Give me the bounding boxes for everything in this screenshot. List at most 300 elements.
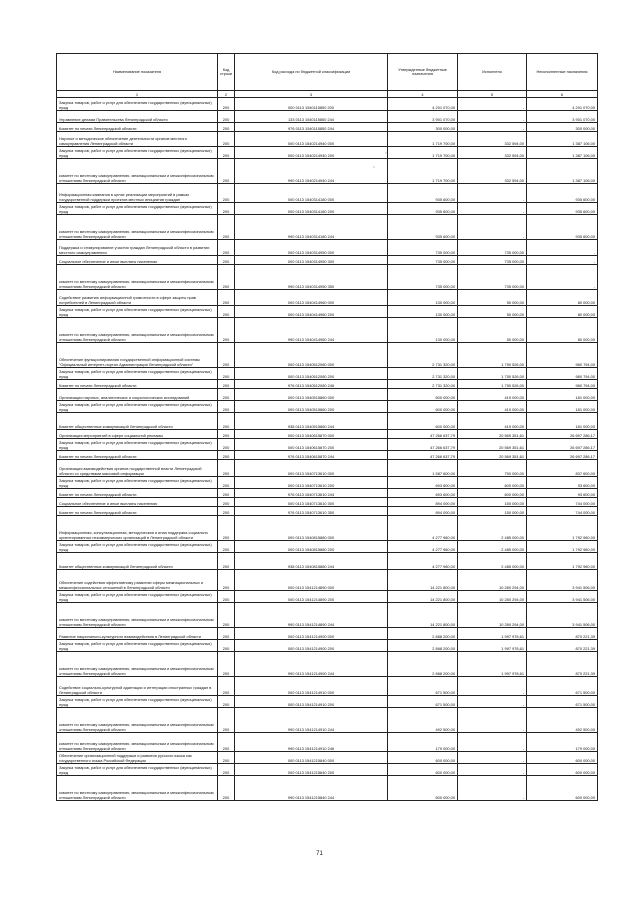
cell-classification-code: 000 0113 1540512080 000 (235, 343, 388, 368)
cell-classification-code: 000 0113 1540512080 200 (235, 368, 388, 380)
cell-indicator-name: комитет по местному самоуправлению, межнациональным и межконфессиональным отношениям Ленинградской области (57, 776, 218, 801)
cell-executed: 50 000,00 (458, 306, 527, 318)
cell-remaining: 980 794,00 (527, 343, 598, 368)
header-col-number: 6 (527, 91, 598, 98)
cell-executed: 10 280 294,00 (458, 603, 527, 628)
table-row (57, 628, 598, 640)
cell-remaining: 492 500,00 (527, 708, 598, 733)
cell-executed: 600 000,00 (458, 489, 527, 498)
cell-indicator-name: комитет по местному самоуправлению, межнациональным и межконфессиональным отношениям Ленинградской области (57, 708, 218, 733)
cell-approved: 735 000,00 (388, 256, 458, 265)
cell-remaining: 80 000,00 (527, 318, 598, 343)
cell-remaining: 980 794,00 (527, 380, 598, 389)
cell-executed: 1 750 526,00 (458, 343, 527, 368)
cell-approved: 130 000,00 (388, 306, 458, 318)
cell-remaining: 181 000,00 (527, 389, 598, 401)
cell-remaining: 1 387 106,00 (527, 147, 598, 159)
cell-remaining: 181 000,00 (527, 401, 598, 413)
cell-approved: 4 277 960,00 (388, 516, 458, 541)
cell-approved: 735 000,00 (388, 240, 458, 256)
cell-remaining: 3 941 506,00 (527, 570, 598, 591)
table-row (57, 265, 598, 290)
cell-indicator-name: Содействие развитию информационной грамотности в сфере защиты прав потребителей в Ленинградской области (57, 290, 218, 306)
cell-approved: 600 000,00 (388, 764, 458, 776)
cell-indicator-name: комитет по местному самоуправлению, межнациональным и межконфессиональным отношениям Ленинградской области (57, 733, 218, 752)
cell-classification-code: 000 0113 1540314180 000 (235, 184, 388, 203)
cell-executed: 20 569 351,61 (458, 451, 527, 460)
cell-classification-code: 938 0113 1540815880 244 (235, 553, 388, 570)
cell-indicator-name: Закупка товаров, работ и услуг для обеспечения государственных (муниципальных) нужд (57, 477, 218, 489)
cell-remaining: 980 794,00 (527, 368, 598, 380)
cell-indicator-name: Социальное обеспечение и иные выплаты населению (57, 256, 218, 265)
table-row (57, 184, 598, 203)
budget-execution-table (56, 53, 598, 801)
cell-approved: 492 500,00 (388, 708, 458, 733)
cell-remaining: 600 000,00 (527, 752, 598, 764)
cell-executed: 1 750 526,00 (458, 380, 527, 389)
cell-approved: 935 600,00 (388, 203, 458, 215)
cell-remaining: 26 697 286,17 (527, 430, 598, 439)
cell-remaining: 671 500,00 (527, 696, 598, 708)
table-row (57, 380, 598, 389)
cell-classification-code: 000 0113 1540713610 200 (235, 477, 388, 489)
cell-remaining: 93 600,00 (527, 477, 598, 489)
cell-executed: 419 000,00 (458, 389, 527, 401)
cell-approved: 1 587 600,00 (388, 460, 458, 477)
cell-approved: 4 277 960,00 (388, 553, 458, 570)
cell-approved: 693 600,00 (388, 477, 458, 489)
cell-classification-code: 000 0113 1540314950 000 (235, 240, 388, 256)
cell-executed: 150 000,00 (458, 498, 527, 507)
table-row (57, 603, 598, 628)
cell-line-code: 200 (218, 380, 235, 389)
cell-approved: 894 000,00 (388, 507, 458, 516)
cell-indicator-name: Поддержка и стимулирование участия граждан Ленинградской области в развитии местного самоуправления (57, 240, 218, 256)
cell-classification-code: 000 0113 1541214910 000 (235, 677, 388, 696)
cell-line-code: 200 (218, 677, 235, 696)
cell-approved: 935 600,00 (388, 215, 458, 240)
cell-line-code: 200 (218, 132, 235, 147)
cell-indicator-name: Закупка товаров, работ и услуг для обеспечения государственных (муниципальных) нужд (57, 98, 218, 111)
table-row (57, 696, 598, 708)
cell-remaining: 26 697 286,17 (527, 439, 598, 451)
table-row (57, 430, 598, 439)
cell-executed: 20 569 351,61 (458, 430, 527, 439)
cell-remaining: 744 000,00 (527, 498, 598, 507)
cell-classification-code: 990 0113 1540414960 244 (235, 318, 388, 343)
cell-executed: 1 750 526,00 (458, 368, 527, 380)
cell-indicator-name: Информационная, консультационная, методическая и иная поддержка социально ориентированных некоммерческих организаций в Ленинградской области (57, 516, 218, 541)
table-row (57, 553, 598, 570)
cell-executed: - (458, 696, 527, 708)
cell-executed: - (458, 111, 527, 123)
cell-approved: 1 719 700,00 (388, 147, 458, 159)
cell-indicator-name: Обеспечение организационной поддержки и развития русского языка как государственного языка Российской Федерации (57, 752, 218, 764)
cell-classification-code: 000 0113 1541215840 200 (235, 764, 388, 776)
cell-line-code: 200 (218, 553, 235, 570)
cell-line-code: 200 (218, 318, 235, 343)
cell-line-code: 200 (218, 265, 235, 290)
table-row (57, 368, 598, 380)
cell-classification-code: 976 0113 1540512080 246 (235, 380, 388, 389)
cell-executed: 332 594,00 (458, 159, 527, 184)
cell-remaining: 870 221,39 (527, 628, 598, 640)
cell-remaining: 870 221,39 (527, 652, 598, 677)
cell-classification-code: 000 0113 1540615870 200 (235, 439, 388, 451)
cell-executed: 2 485 000,00 (458, 541, 527, 553)
table-row (57, 401, 598, 413)
cell-line-code: 200 (218, 215, 235, 240)
header-col-number: 3 (235, 91, 388, 98)
cell-approved: 671 500,00 (388, 696, 458, 708)
table-row (57, 132, 598, 147)
cell-line-code: 200 (218, 652, 235, 677)
cell-executed: 1 997 978,61 (458, 652, 527, 677)
cell-executed: - (458, 123, 527, 132)
table-header (57, 54, 598, 98)
cell-remaining: 80 000,00 (527, 290, 598, 306)
cell-indicator-name: Комитет общественных коммуникаций Ленинградской области (57, 553, 218, 570)
cell-line-code: 200 (218, 111, 235, 123)
cell-remaining: 1 792 960,00 (527, 541, 598, 553)
cell-remaining: 744 000,00 (527, 507, 598, 516)
cell-indicator-name: комитет по местному самоуправлению, межнациональным и межконфессиональным отношениям Ленинградской области (57, 652, 218, 677)
cell-classification-code: 000 0113 1540414960 000 (235, 290, 388, 306)
cell-remaining: 935 600,00 (527, 203, 598, 215)
cell-indicator-name: Закупка товаров, работ и услуг для обеспечения государственных (муниципальных) нужд (57, 306, 218, 318)
cell-executed: 10 280 294,00 (458, 570, 527, 591)
table-row (57, 290, 598, 306)
cell-classification-code: 990 0113 1541214890 244 (235, 603, 388, 628)
cell-approved: 2 868 200,00 (388, 652, 458, 677)
table-row (57, 516, 598, 541)
cell-indicator-name: комитет по местному самоуправлению, межнациональным и межконфессиональным отношениям Ленинградской области (57, 159, 218, 184)
cell-executed: - (458, 215, 527, 240)
cell-approved: 2 731 320,00 (388, 380, 458, 389)
header-col-number: 1 (57, 91, 218, 98)
table-row (57, 240, 598, 256)
cell-indicator-name: Комитет по печати Ленинградской области (57, 123, 218, 132)
cell-approved: 600 000,00 (388, 776, 458, 801)
table-row (57, 413, 598, 430)
cell-remaining: - (527, 265, 598, 290)
cell-remaining: 93 600,00 (527, 489, 598, 498)
table-row (57, 306, 598, 318)
cell-classification-code: 000 0113 1540214940 000 (235, 132, 388, 147)
cell-executed: - (458, 203, 527, 215)
cell-line-code: 200 (218, 507, 235, 516)
cell-indicator-name: Закупка товаров, работ и услуг для обеспечения государственных (муниципальных) нужд (57, 696, 218, 708)
cell-indicator-name: комитет по местному самоуправлению, межнациональным и межконфессиональным отношениям Ленинградской области (57, 215, 218, 240)
cell-indicator-name: комитет по местному самоуправлению, межнациональным и межконфессиональным отношениям Ленинградской области (57, 603, 218, 628)
cell-indicator-name: Организация взаимодействия органов государственной власти Ленинградской области со средствами массовой информации (57, 460, 218, 477)
cell-line-code: 200 (218, 460, 235, 477)
cell-approved: 600 000,00 (388, 413, 458, 430)
cell-classification-code: 000 0113 1541214910 200 (235, 696, 388, 708)
cell-indicator-name: Комитет по печати Ленинградской области (57, 451, 218, 460)
cell-classification-code: 000 0113 1540815880 200 (235, 541, 388, 553)
cell-remaining: 300 000,00 (527, 123, 598, 132)
cell-executed: 332 594,00 (458, 147, 527, 159)
cell-line-code: 200 (218, 752, 235, 764)
table-row (57, 708, 598, 733)
table-row (57, 318, 598, 343)
cell-indicator-name: комитет по местному самоуправлению, межнациональным и межконфессиональным отношениям Ленинградской области (57, 318, 218, 343)
cell-line-code: 200 (218, 147, 235, 159)
cell-approved: 1 719 700,00 (388, 159, 458, 184)
cell-executed: - (458, 752, 527, 764)
cell-classification-code: 000 0113 1540713610 300 (235, 498, 388, 507)
cell-remaining: - (527, 256, 598, 265)
cell-remaining: 600 000,00 (527, 776, 598, 801)
cell-classification-code: 000 0113 1540713610 000 (235, 460, 388, 477)
cell-indicator-name: Управление делами Правительства Ленинградской области (57, 111, 218, 123)
table-row (57, 733, 598, 752)
cell-executed: 2 485 000,00 (458, 516, 527, 541)
cell-classification-code: 938 0113 1540515860 244 (235, 413, 388, 430)
table-row (57, 389, 598, 401)
cell-classification-code: 000 0113 1540515860 000 (235, 389, 388, 401)
cell-line-code: 200 (218, 439, 235, 451)
cell-approved: 130 000,00 (388, 290, 458, 306)
cell-classification-code: 990 0113 1541215840 244 (235, 776, 388, 801)
cell-classification-code: 000 0113 1540414960 200 (235, 306, 388, 318)
cell-executed: 735 000,00 (458, 256, 527, 265)
cell-approved: 300 000,00 (388, 123, 458, 132)
cell-line-code: 200 (218, 570, 235, 591)
cell-indicator-name: Закупка товаров, работ и услуг для обеспечения государственных (муниципальных) нужд (57, 147, 218, 159)
cell-classification-code: 000 0113 1540314950 300 (235, 256, 388, 265)
cell-line-code: 200 (218, 708, 235, 733)
cell-approved: 179 000,00 (388, 733, 458, 752)
cell-approved: 600 000,00 (388, 401, 458, 413)
cell-line-code: 200 (218, 98, 235, 111)
cell-indicator-name: Обеспечение содействия эффективному развитию сферы межнациональных и межконфессиональных отношений в Ленинградской области (57, 570, 218, 591)
header-approved: Утвержденные бюджетные назначения (388, 54, 458, 91)
cell-classification-code: 976 0113 1540615870 244 (235, 451, 388, 460)
cell-approved: 600 000,00 (388, 389, 458, 401)
cell-remaining: 3 901 070,00 (527, 111, 598, 123)
cell-line-code: 200 (218, 159, 235, 184)
table-row (57, 477, 598, 489)
cell-indicator-name: Закупка товаров, работ и услуг для обеспечения государственных (муниципальных) нужд (57, 368, 218, 380)
cell-executed: - (458, 764, 527, 776)
cell-indicator-name: Закупка товаров, работ и услуг для обеспечения государственных (муниципальных) нужд (57, 640, 218, 652)
cell-line-code: 200 (218, 368, 235, 380)
cell-classification-code: 990 0113 1541214910 246 (235, 733, 388, 752)
cell-classification-code: 990 0113 1540314180 244 (235, 215, 388, 240)
cell-executed: 1 997 978,61 (458, 628, 527, 640)
table-row (57, 489, 598, 498)
cell-indicator-name: Закупка товаров, работ и услуг для обеспечения государственных (муниципальных) нужд (57, 203, 218, 215)
table-row (57, 111, 598, 123)
table-row (57, 256, 598, 265)
cell-indicator-name: Комитет по печати Ленинградской области (57, 380, 218, 389)
table-row (57, 123, 598, 132)
table-row (57, 591, 598, 603)
cell-line-code: 200 (218, 696, 235, 708)
cell-approved: 47 266 637,79 (388, 451, 458, 460)
cell-approved: 600 000,00 (388, 752, 458, 764)
cell-classification-code: 000 0113 1541214900 200 (235, 640, 388, 652)
cell-remaining: 1 387 106,00 (527, 159, 598, 184)
cell-classification-code: 133 0113 1540115850 244 (235, 111, 388, 123)
cell-remaining: 3 941 506,00 (527, 591, 598, 603)
cell-remaining: 935 600,00 (527, 215, 598, 240)
cell-executed: - (458, 98, 527, 111)
cell-classification-code: 000 0113 1540515860 200 (235, 401, 388, 413)
cell-classification-code: 000 0113 1541214890 200 (235, 591, 388, 603)
cell-line-code: 200 (218, 591, 235, 603)
cell-approved: 693 600,00 (388, 489, 458, 498)
cell-remaining: 26 697 286,17 (527, 451, 598, 460)
cell-line-code: 200 (218, 389, 235, 401)
cell-executed: - (458, 776, 527, 801)
cell-classification-code: 000 0113 1540815880 000 (235, 516, 388, 541)
table-row (57, 498, 598, 507)
cell-indicator-name: комитет по местному самоуправлению, межнациональным и межконфессиональным отношениям Ленинградской области (57, 265, 218, 290)
cell-approved: 4 201 070,00 (388, 98, 458, 111)
cell-indicator-name: Закупка товаров, работ и услуг для обеспечения государственных (муниципальных) нужд (57, 764, 218, 776)
cell-indicator-name: Закупка товаров, работ и услуг для обеспечения государственных (муниципальных) нужд (57, 591, 218, 603)
table-row (57, 640, 598, 652)
table-row (57, 147, 598, 159)
table-row (57, 652, 598, 677)
cell-classification-code: 990 0113 1540214940 244 (235, 159, 388, 184)
cell-line-code: 200 (218, 256, 235, 265)
cell-line-code: 200 (218, 640, 235, 652)
cell-line-code: 200 (218, 516, 235, 541)
cell-remaining: 935 600,00 (527, 184, 598, 203)
cell-executed: 735 000,00 (458, 265, 527, 290)
cell-executed: 150 000,00 (458, 507, 527, 516)
cell-classification-code: 990 0113 1540314950 350 (235, 265, 388, 290)
cell-remaining: 837 600,00 (527, 460, 598, 477)
cell-line-code: 200 (218, 240, 235, 256)
cell-classification-code: 000 0113 1541215840 000 (235, 752, 388, 764)
cell-executed: 2 485 000,00 (458, 553, 527, 570)
header-classification-code: Код расхода по бюджетной классификации (235, 54, 388, 91)
table-row (57, 439, 598, 451)
page-number: 71 (316, 851, 323, 857)
cell-executed: 10 280 294,00 (458, 591, 527, 603)
table-row (57, 460, 598, 477)
cell-executed: 600 000,00 (458, 477, 527, 489)
header-col-number: 5 (458, 91, 527, 98)
cell-approved: 130 000,00 (388, 318, 458, 343)
cell-remaining: 80 000,00 (527, 306, 598, 318)
cell-line-code: 200 (218, 430, 235, 439)
cell-executed: 419 000,00 (458, 413, 527, 430)
cell-line-code: 200 (218, 401, 235, 413)
table-row (57, 776, 598, 801)
table-row (57, 159, 598, 184)
cell-approved: 47 266 637,79 (388, 439, 458, 451)
table-row (57, 203, 598, 215)
cell-executed: - (458, 708, 527, 733)
cell-indicator-name: Научное и методическое обеспечение деятельности органов местного самоуправления Ленинградской области (57, 132, 218, 147)
cell-approved: 14 221 800,00 (388, 591, 458, 603)
table-row (57, 541, 598, 553)
cell-indicator-name: Организация научных, аналитических и социологических исследований (57, 389, 218, 401)
cell-approved: 14 221 800,00 (388, 603, 458, 628)
cell-remaining: 4 201 070,00 (527, 98, 598, 111)
cell-indicator-name: Социальное обеспечение и иные выплаты населению (57, 498, 218, 507)
cell-remaining: 179 000,00 (527, 733, 598, 752)
header-indicator-name: Наименование показателя (57, 54, 218, 91)
cell-line-code: 200 (218, 764, 235, 776)
table-row (57, 343, 598, 368)
cell-approved: 2 868 200,00 (388, 628, 458, 640)
cell-remaining: 600 000,00 (527, 764, 598, 776)
cell-executed: 735 000,00 (458, 240, 527, 256)
cell-classification-code: 990 0113 1541214900 244 (235, 652, 388, 677)
table-row (57, 507, 598, 516)
cell-classification-code: 000 0113 1540615870 000 (235, 430, 388, 439)
cell-classification-code: 000 0113 1541214890 000 (235, 570, 388, 591)
table-row (57, 98, 598, 111)
cell-line-code: 200 (218, 776, 235, 801)
scan-speck (385, 152, 387, 154)
table-row (57, 451, 598, 460)
cell-approved: 894 000,00 (388, 498, 458, 507)
cell-approved: 4 277 960,00 (388, 541, 458, 553)
cell-line-code: 200 (218, 628, 235, 640)
cell-approved: 3 901 070,00 (388, 111, 458, 123)
cell-line-code: 200 (218, 498, 235, 507)
cell-approved: 2 731 320,00 (388, 368, 458, 380)
cell-indicator-name: Закупка товаров, работ и услуг для обеспечения государственных (муниципальных) нужд (57, 439, 218, 451)
cell-line-code: 200 (218, 733, 235, 752)
header-col-number: 4 (388, 91, 458, 98)
cell-executed: 50 000,00 (458, 318, 527, 343)
cell-line-code: 200 (218, 123, 235, 132)
cell-line-code: 200 (218, 343, 235, 368)
cell-executed: - (458, 733, 527, 752)
cell-indicator-name: Информационная кампания в целях реализации мероприятий в рамках государственной поддержки проектов местных инициатив граждан (57, 184, 218, 203)
cell-executed: - (458, 677, 527, 696)
cell-executed: 50 000,00 (458, 290, 527, 306)
cell-executed: 419 000,00 (458, 401, 527, 413)
cell-classification-code: 000 0113 1540314180 200 (235, 203, 388, 215)
cell-remaining: 671 500,00 (527, 677, 598, 696)
cell-classification-code: 990 0113 1541214910 244 (235, 708, 388, 733)
cell-executed: - (458, 184, 527, 203)
cell-line-code: 200 (218, 306, 235, 318)
cell-executed: 20 569 351,61 (458, 439, 527, 451)
cell-indicator-name: Закупка товаров, работ и услуг для обеспечения государственных (муниципальных) нужд (57, 401, 218, 413)
cell-line-code: 200 (218, 541, 235, 553)
cell-classification-code: 000 0113 1540115850 200 (235, 98, 388, 111)
cell-classification-code: 976 0113 1540115850 244 (235, 123, 388, 132)
cell-approved: 2 868 200,00 (388, 640, 458, 652)
cell-indicator-name: Содействие социально-культурной адаптации и интеграции иностранных граждан в Ленинградской области (57, 677, 218, 696)
table-row (57, 570, 598, 591)
cell-executed: 750 000,00 (458, 460, 527, 477)
cell-line-code: 200 (218, 489, 235, 498)
cell-executed: 332 594,00 (458, 132, 527, 147)
cell-indicator-name: Развитие национально-культурного взаимодействия в Ленинградской области (57, 628, 218, 640)
cell-approved: 935 600,00 (388, 184, 458, 203)
cell-executed: 1 997 978,61 (458, 640, 527, 652)
table-row (57, 764, 598, 776)
cell-line-code: 200 (218, 290, 235, 306)
cell-remaining: 870 221,39 (527, 640, 598, 652)
cell-classification-code: 000 0113 1541214900 000 (235, 628, 388, 640)
table-row (57, 752, 598, 764)
cell-indicator-name: Организация мероприятий в сфере социальной рекламы (57, 430, 218, 439)
header-executed: Исполнено (458, 54, 527, 91)
